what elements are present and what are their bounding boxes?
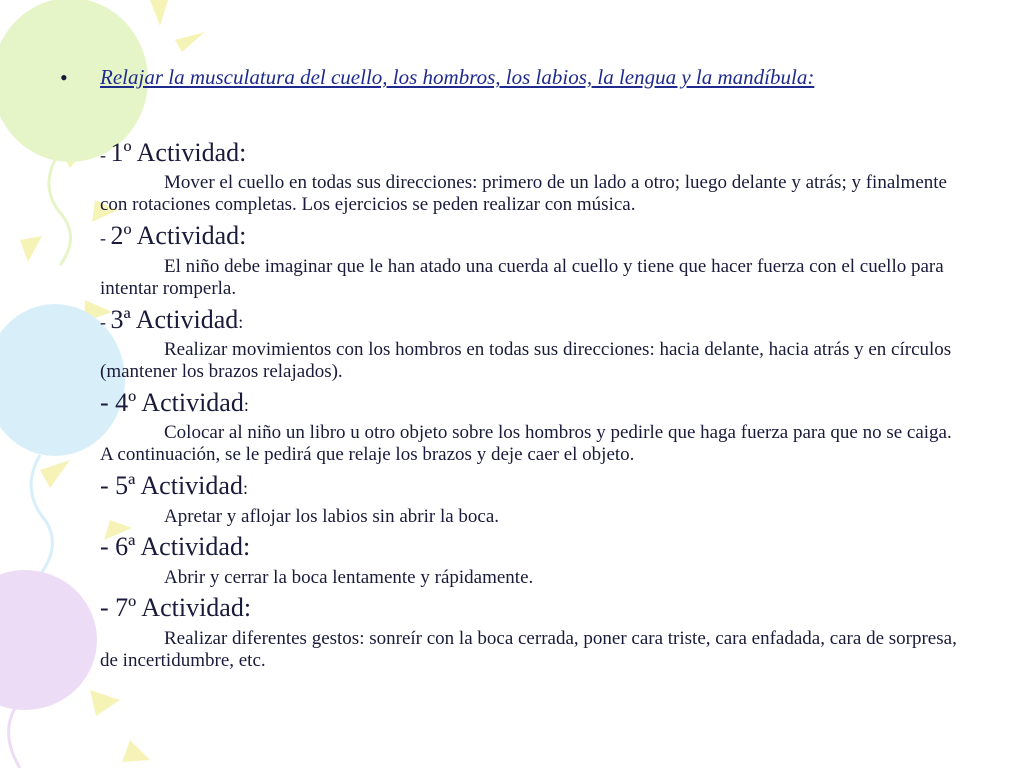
activity-title: 2º Actividad: [110, 221, 240, 250]
activity-colon: :: [239, 221, 247, 250]
activity-title: 4º Actividad: [115, 388, 244, 417]
activity-dash: -: [100, 145, 111, 165]
activity-title: 5ª Actividad: [115, 471, 243, 500]
activity-body-4: Colocar al niño un libro u otro objeto sobre los hombros y pedirle que haga fuerza para que no se caiga. A continuación, se le pedirá que relaje los brazos y deje caer el objeto.: [100, 422, 952, 465]
activity-colon: :: [242, 532, 251, 561]
activity-body-3: Realizar movimientos con los hombros en todas sus direcciones: hacia delante, hacia atrás y en círculos (mantener los brazos relajados).: [100, 339, 952, 382]
activity-heading-3: [100, 305, 243, 337]
activity-body-6: Abrir y cerrar la boca lentamente y rápidamente.: [164, 567, 534, 588]
activity-body-1: Mover el cuello en todas sus direcciones: primero de un lado a otro; luego delante y atrás; y finalmente con rotaciones completas. Los ejercicios se peden realizar con música.: [100, 172, 947, 215]
activity-body-2: El niño debe imaginar que le han atado una cuerda al cuello y tiene que hacer fuerza con el cuello para intentar romperla.: [100, 256, 944, 299]
activity-dash: -: [100, 471, 116, 500]
activity-heading-6: [100, 532, 250, 562]
activity-heading-4: [100, 388, 249, 420]
activity-heading-1: [100, 138, 246, 170]
activity-heading-2: [100, 221, 246, 253]
activity-body-7: Realizar diferentes gestos: sonreír con la boca cerrada, poner cara triste, cara enfadada, cara de sorpresa, de incertidumbre, etc.: [100, 628, 957, 671]
activity-colon: :: [238, 312, 244, 332]
activity-colon: :: [243, 593, 252, 622]
activity-dash: -: [100, 593, 116, 622]
activity-colon: :: [239, 138, 247, 167]
activity-dash: -: [100, 532, 116, 561]
bullet-symbol: •: [60, 65, 68, 90]
activity-colon: :: [243, 395, 249, 415]
activity-title: 6ª Actividad: [115, 532, 243, 561]
activity-dash: -: [100, 388, 116, 417]
activity-dash: -: [100, 312, 111, 332]
activity-heading-5: [100, 471, 248, 503]
bullet-heading: Relajar la musculatura del cuello, los hombros, los labios, la lengua y la mandíbula:: [100, 65, 815, 89]
activity-heading-7: [100, 593, 251, 623]
activity-dash: -: [100, 228, 111, 248]
activity-title: 3ª Actividad: [110, 305, 239, 334]
activity-title: 1º Actividad: [110, 138, 240, 167]
activity-colon: :: [242, 478, 248, 498]
activity-body-5: Apretar y aflojar los labios sin abrir la boca.: [164, 506, 500, 527]
activity-title: 7º Actividad: [115, 593, 244, 622]
